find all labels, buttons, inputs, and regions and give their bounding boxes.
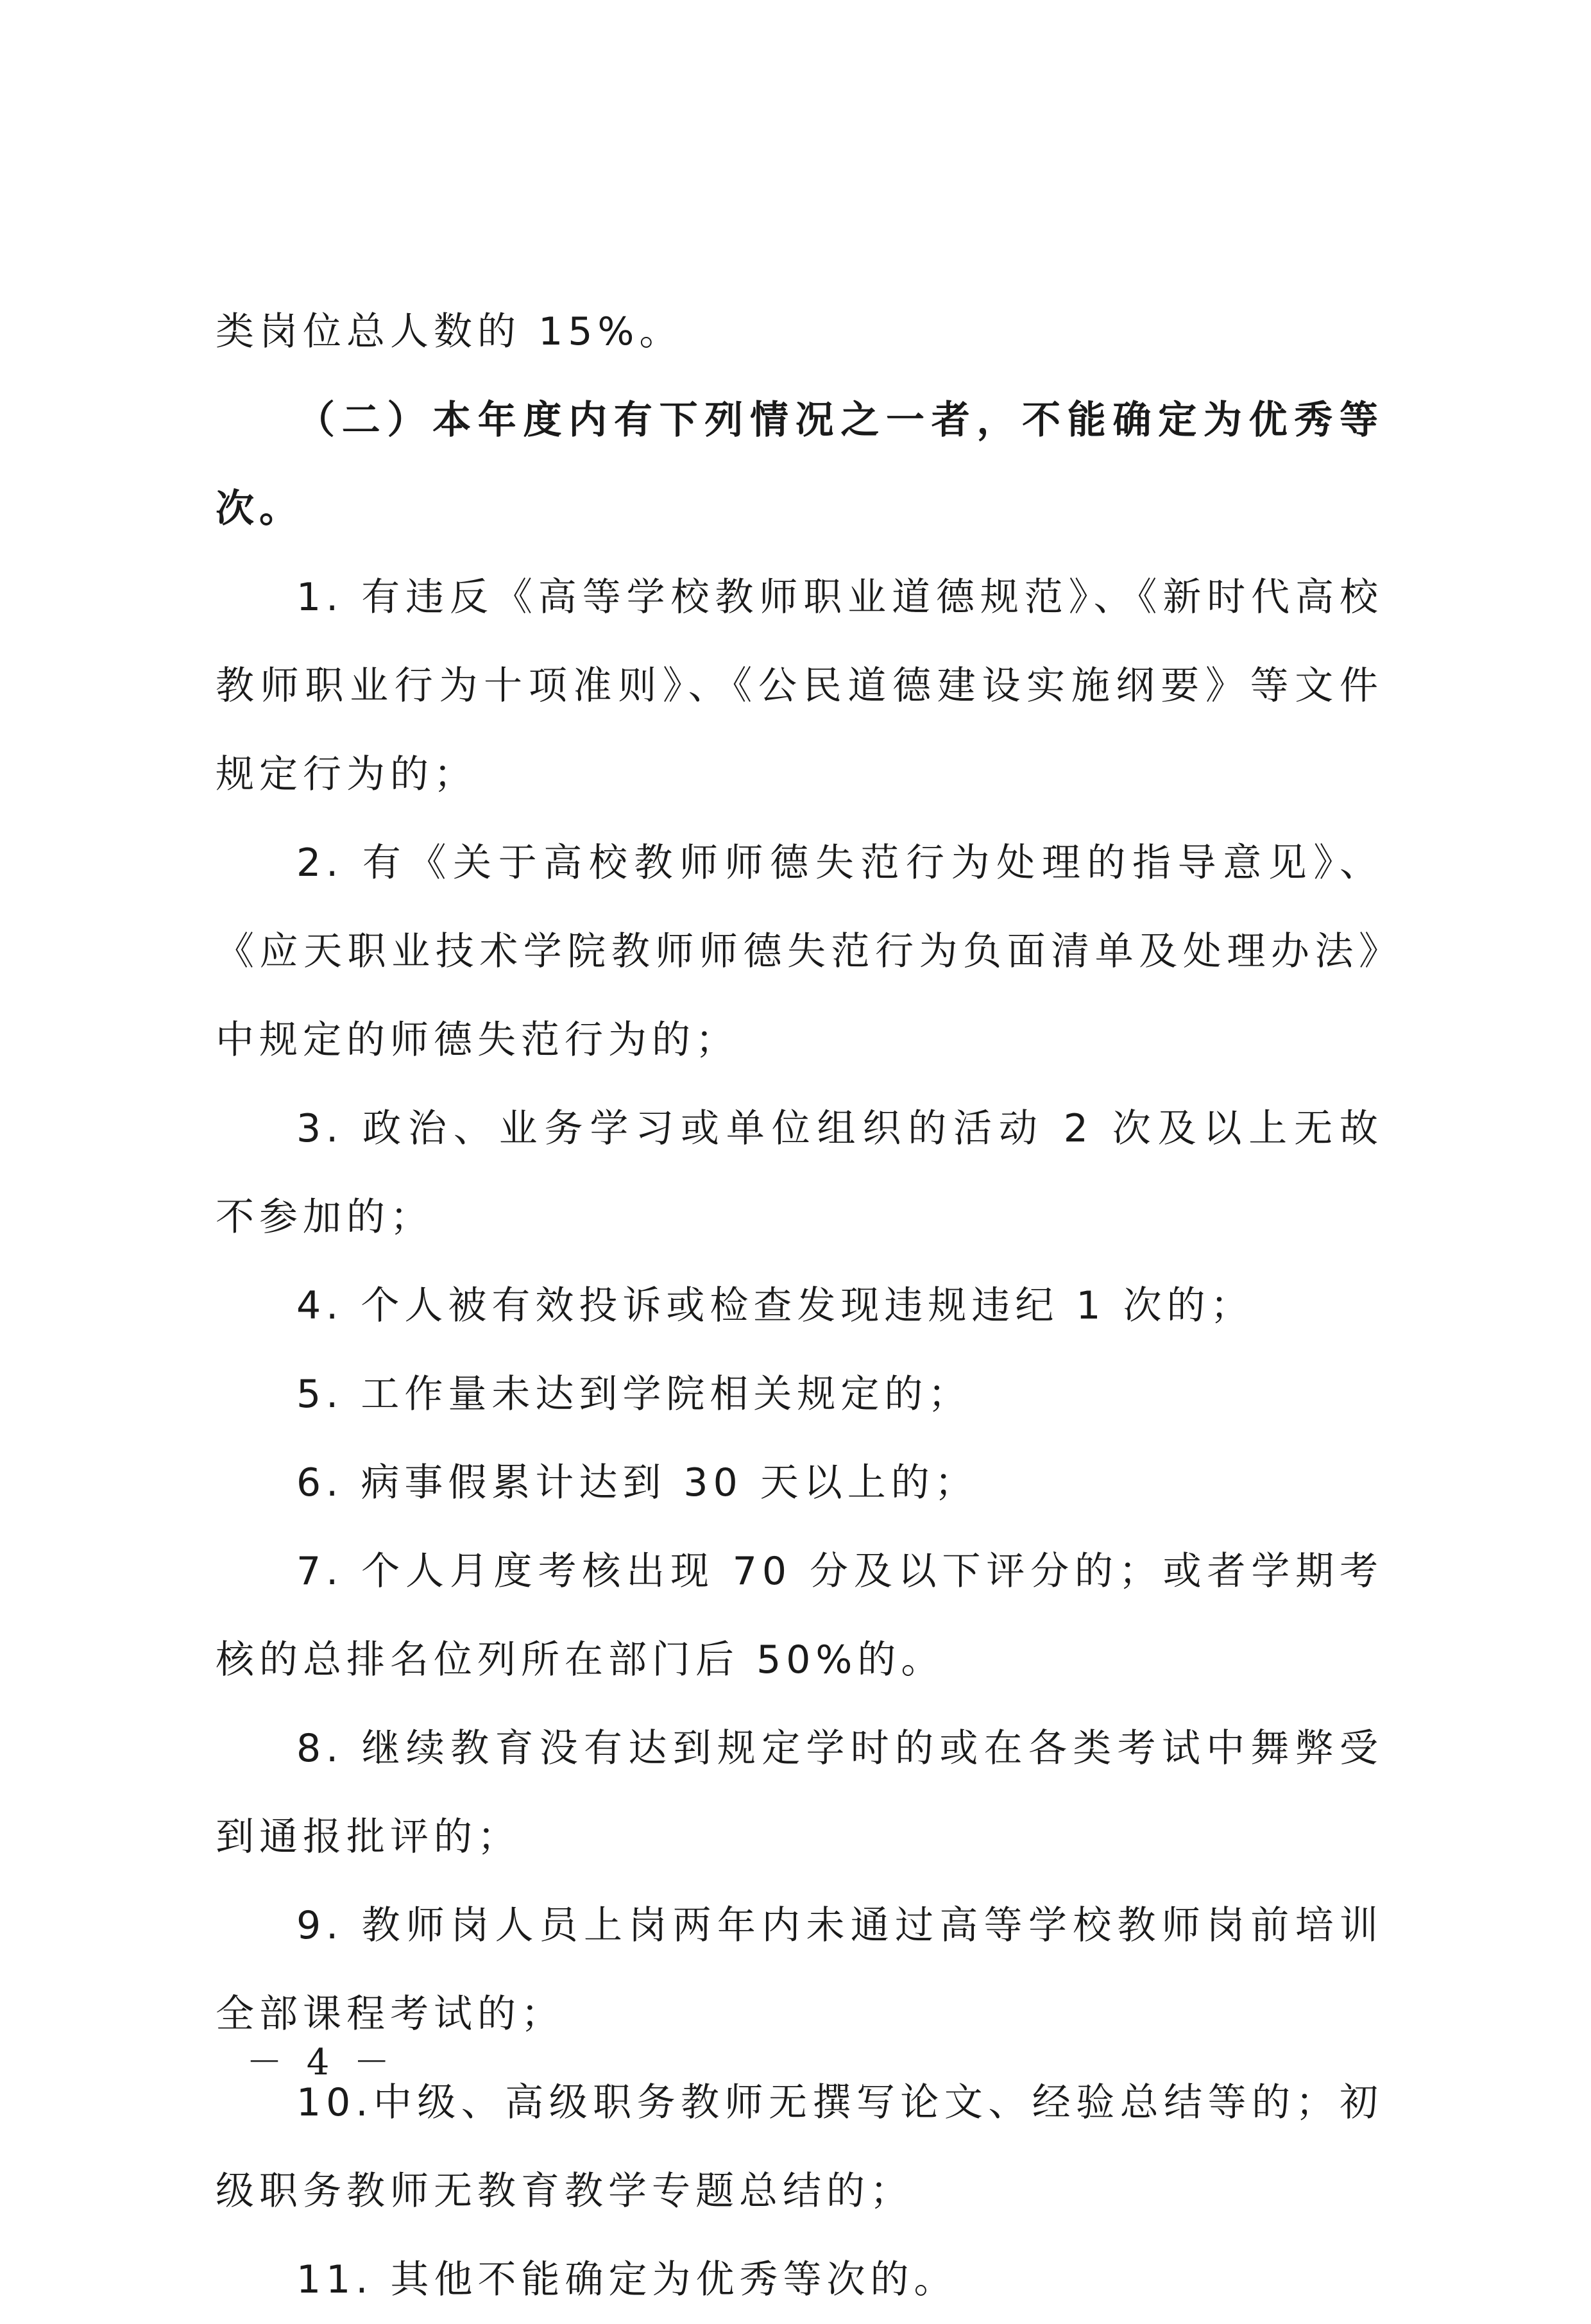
list-item: 2. 有《关于高校教师师德失范行为处理的指导意见》、《应天职业技术学院教师师德失范行为负面清单及处理办法》中规定的师德失范行为的； — [216, 841, 1383, 1063]
list-item: 7. 个人月度考核出现 70 分及以下评分的；或者学期考核的总排名位列所在部门后 50%的。 — [216, 1549, 1383, 1682]
section-heading: （二）本年度内有下列情况之一者，不能确定为优秀等次。 — [216, 398, 1383, 531]
list-item: 5. 工作量未达到学院相关规定的； — [296, 1372, 972, 1417]
list-item: 3. 政治、业务学习或单位组织的活动 2 次及以上无故不参加的； — [216, 1106, 1383, 1240]
list-item: 4. 个人被有效投诉或检查发现违规违纪 1 次的； — [296, 1283, 1254, 1328]
list-item: 1. 有违反《高等学校教师职业道德规范》、《新时代高校教师职业行为十项准则》、《公民道德建设实施纲要》等文件规定行为的； — [216, 575, 1383, 797]
list-item: 9. 教师岗人员上岗两年内未通过高等学校教师岗前培训全部课程考试的； — [216, 1903, 1383, 2037]
page-number: － 4 － — [246, 2042, 396, 2083]
paragraph-continuation: 类岗位总人数的 15%。 — [216, 309, 683, 354]
list-item: 6. 病事假累计达到 30 天以上的； — [296, 1460, 978, 1505]
list-item: 8. 继续教育没有达到规定学时的或在各类考试中舞弊受到通报批评的； — [216, 1726, 1383, 1859]
document-body — [216, 287, 1383, 2324]
list-item: 10.中级、高级职务教师无撰写论文、经验总结等的；初级职务教师无教育教学专题总结的； — [216, 2080, 1383, 2214]
list-item: 11. 其他不能确定为优秀等次的。 — [296, 2257, 958, 2302]
